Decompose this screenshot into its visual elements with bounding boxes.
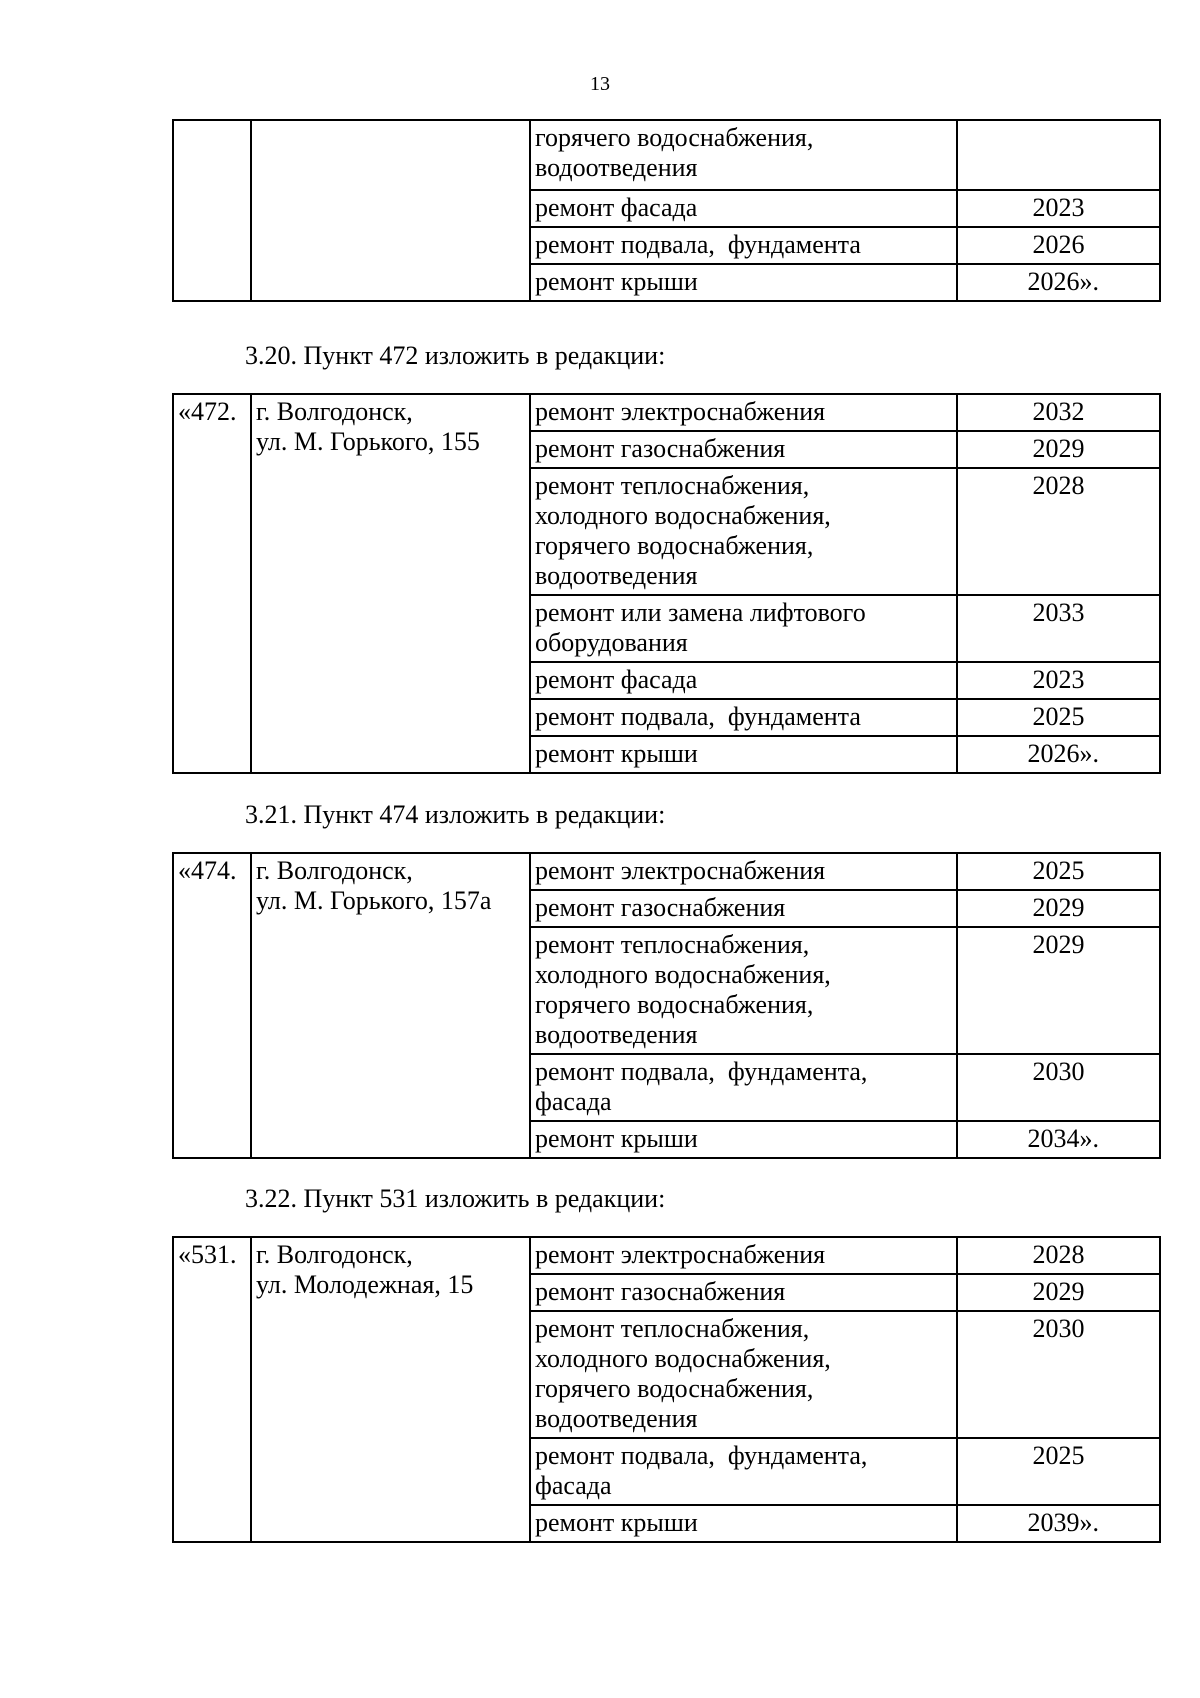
year-text: 2025 bbox=[1032, 1441, 1085, 1470]
continuation-table bbox=[172, 119, 1161, 302]
address-cell bbox=[251, 853, 530, 1158]
address-line: г. Волгодонск, bbox=[256, 856, 413, 885]
year-cell bbox=[957, 190, 1160, 227]
work-cell bbox=[530, 1054, 957, 1121]
year-cell bbox=[957, 1505, 1160, 1542]
work-cell bbox=[530, 699, 957, 736]
year-text: 2026». bbox=[1027, 267, 1099, 296]
year-cell bbox=[957, 1237, 1160, 1274]
work-cell bbox=[530, 394, 957, 431]
year-text: 2030 bbox=[1032, 1314, 1085, 1343]
table-row bbox=[173, 394, 1160, 431]
work-cell bbox=[530, 227, 957, 264]
work-cell bbox=[530, 1505, 957, 1542]
address-line: г. Волгодонск, bbox=[256, 1240, 413, 1269]
section-heading: 3.22. Пункт 531 изложить в редакции: bbox=[245, 1184, 666, 1213]
item-number-cell bbox=[173, 120, 251, 301]
year-text: 2033 bbox=[1032, 598, 1085, 627]
work-text: ремонт газоснабжения bbox=[535, 434, 786, 463]
year-cell bbox=[957, 1121, 1160, 1158]
work-cell bbox=[530, 1438, 957, 1505]
year-text: 2034». bbox=[1027, 1124, 1099, 1153]
work-cell bbox=[530, 1121, 957, 1158]
work-text: ремонт подвала, фундамента bbox=[535, 702, 861, 731]
address-cell bbox=[251, 1237, 530, 1542]
year-cell bbox=[957, 1054, 1160, 1121]
work-cell bbox=[530, 890, 957, 927]
year-cell bbox=[957, 431, 1160, 468]
year-cell bbox=[957, 662, 1160, 699]
work-cell bbox=[530, 1237, 957, 1274]
item-number-cell bbox=[173, 1237, 251, 1542]
work-text: ремонт подвала, фундамента bbox=[535, 230, 861, 259]
year-text: 2025 bbox=[1032, 856, 1085, 885]
year-text: 2028 bbox=[1032, 471, 1085, 500]
section-table-531 bbox=[172, 1236, 1161, 1543]
address-line: ул. М. Горького, 157а bbox=[256, 886, 492, 915]
work-text: ремонт газоснабжения bbox=[535, 893, 786, 922]
work-text: ремонт теплоснабжения, холодного водоснабжения, горячего водоснабжения, водоотведения bbox=[535, 471, 831, 590]
work-cell bbox=[530, 853, 957, 890]
year-text: 2029 bbox=[1032, 1277, 1085, 1306]
work-text: ремонт теплоснабжения, холодного водоснабжения, горячего водоснабжения, водоотведения bbox=[535, 1314, 831, 1433]
year-cell bbox=[957, 1311, 1160, 1438]
section-table-474 bbox=[172, 852, 1161, 1159]
work-text: ремонт подвала, фундамента, фасада bbox=[535, 1441, 868, 1500]
work-cell bbox=[530, 190, 957, 227]
work-text: ремонт подвала, фундамента, фасада bbox=[535, 1057, 868, 1116]
year-cell bbox=[957, 890, 1160, 927]
year-cell bbox=[957, 927, 1160, 1054]
item-number: «472. bbox=[178, 397, 237, 426]
year-cell bbox=[957, 1274, 1160, 1311]
year-cell bbox=[957, 853, 1160, 890]
work-text: ремонт газоснабжения bbox=[535, 1277, 786, 1306]
item-number-cell bbox=[173, 394, 251, 773]
page-number: 13 bbox=[590, 73, 610, 95]
section-heading: 3.20. Пункт 472 изложить в редакции: bbox=[245, 341, 666, 370]
item-number: «531. bbox=[178, 1240, 237, 1269]
table-row bbox=[173, 853, 1160, 890]
work-text: ремонт крыши bbox=[535, 1124, 698, 1153]
year-cell bbox=[957, 699, 1160, 736]
work-text: ремонт электроснабжения bbox=[535, 397, 826, 426]
item-number-cell bbox=[173, 853, 251, 1158]
year-text: 2028 bbox=[1032, 1240, 1085, 1269]
year-cell bbox=[957, 120, 1160, 190]
item-number: «474. bbox=[178, 856, 237, 885]
work-cell bbox=[530, 264, 957, 301]
year-text: 2032 bbox=[1032, 397, 1085, 426]
section-table-472 bbox=[172, 393, 1161, 774]
work-cell bbox=[530, 1311, 957, 1438]
work-text: ремонт или замена лифтового оборудования bbox=[535, 598, 866, 657]
work-cell bbox=[530, 662, 957, 699]
year-text: 2023 bbox=[1032, 665, 1085, 694]
year-text: 2029 bbox=[1032, 930, 1085, 959]
table-row bbox=[173, 1237, 1160, 1274]
year-text: 2039». bbox=[1027, 1508, 1099, 1537]
work-cell bbox=[530, 1274, 957, 1311]
year-cell bbox=[957, 394, 1160, 431]
year-text: 2026». bbox=[1027, 739, 1099, 768]
address-cell bbox=[251, 394, 530, 773]
work-text: ремонт электроснабжения bbox=[535, 856, 826, 885]
table-row bbox=[173, 120, 1160, 190]
work-cell bbox=[530, 736, 957, 773]
year-text: 2026 bbox=[1032, 230, 1085, 259]
year-text: 2030 bbox=[1032, 1057, 1085, 1086]
work-cell bbox=[530, 927, 957, 1054]
section-heading: 3.21. Пункт 474 изложить в редакции: bbox=[245, 800, 666, 829]
year-text: 2029 bbox=[1032, 893, 1085, 922]
work-text: ремонт крыши bbox=[535, 267, 698, 296]
work-text: ремонт фасада bbox=[535, 193, 698, 222]
year-text: 2029 bbox=[1032, 434, 1085, 463]
year-text: 2023 bbox=[1032, 193, 1085, 222]
work-cell bbox=[530, 468, 957, 595]
work-text: ремонт крыши bbox=[535, 1508, 698, 1537]
work-text: горячего водоснабжения, водоотведения bbox=[535, 123, 814, 182]
year-cell bbox=[957, 264, 1160, 301]
year-cell bbox=[957, 595, 1160, 662]
work-cell bbox=[530, 595, 957, 662]
address-line: ул. М. Горького, 155 bbox=[256, 427, 480, 456]
address-line: г. Волгодонск, bbox=[256, 397, 413, 426]
year-text: 2025 bbox=[1032, 702, 1085, 731]
year-cell bbox=[957, 468, 1160, 595]
work-text: ремонт электроснабжения bbox=[535, 1240, 826, 1269]
work-text: ремонт фасада bbox=[535, 665, 698, 694]
address-cell bbox=[251, 120, 530, 301]
work-text: ремонт теплоснабжения, холодного водоснабжения, горячего водоснабжения, водоотведения bbox=[535, 930, 831, 1049]
year-cell bbox=[957, 1438, 1160, 1505]
year-cell bbox=[957, 736, 1160, 773]
work-cell bbox=[530, 120, 957, 190]
work-cell bbox=[530, 431, 957, 468]
address-line: ул. Молодежная, 15 bbox=[256, 1270, 474, 1299]
year-cell bbox=[957, 227, 1160, 264]
work-text: ремонт крыши bbox=[535, 739, 698, 768]
